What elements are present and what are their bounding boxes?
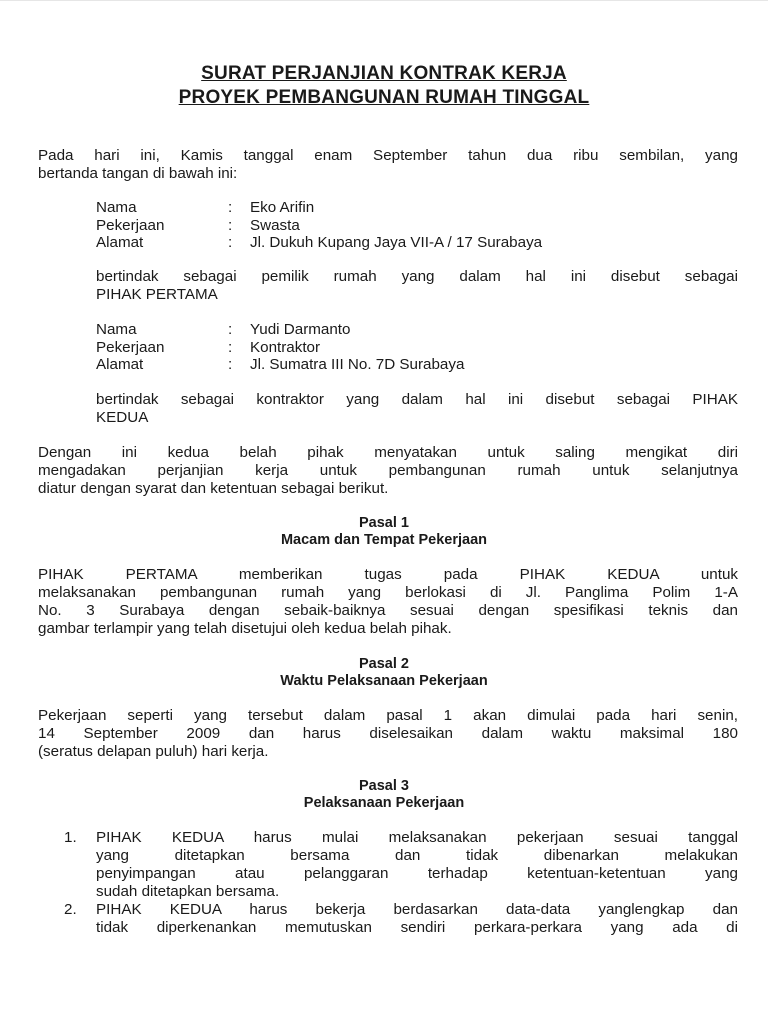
list-item-number: 1. (64, 829, 77, 846)
pasal-3-list (64, 829, 738, 937)
field-separator: : (228, 216, 233, 234)
field-row (96, 321, 738, 339)
pasal-1-line: No. 3 Surabaya dengan sebaik-baiknya sesuai dengan spesifikasi teknis dan (38, 602, 738, 619)
agreement-line: Dengan ini kedua belah pihak menyatakan untuk saling mengikat diri (38, 444, 738, 461)
field-value: Jl. Dukuh Kupang Jaya VII-A / 17 Surabaya (250, 234, 543, 251)
agreement-line: diatur dengan syarat dan ketentuan sebagai berikut. (38, 480, 389, 497)
list-item-line: PIHAK KEDUA harus mulai melaksanakan pekerjaan sesuai tanggal (96, 829, 738, 846)
field-label: Nama (96, 199, 137, 216)
list-item (64, 901, 738, 937)
field-value: Kontraktor (250, 338, 321, 356)
pasal-2-heading: Waktu Pelaksanaan Pekerjaan (280, 673, 488, 689)
field-value: Jl. Sumatra III No. 7D Surabaya (250, 356, 465, 373)
field-value: Yudi Darmanto (250, 321, 351, 338)
party-one-role (96, 268, 738, 304)
field-separator: : (228, 356, 233, 373)
list-item-text (96, 901, 738, 937)
field-row (96, 339, 738, 357)
intro-line: Pada hari ini, Kamis tanggal enam September tahun dua ribu sembilan, yang (38, 147, 738, 164)
party-two-details (96, 321, 738, 374)
field-separator: : (228, 234, 233, 251)
field-separator: : (228, 199, 233, 216)
role-line: PIHAK PERTAMA (96, 286, 218, 303)
field-separator: : (228, 321, 233, 338)
pasal-2-line: (seratus delapan puluh) hari kerja. (38, 743, 269, 760)
pasal-1-line: melaksanakan pembangunan rumah yang berlokasi di Jl. Panglima Polim 1-A (38, 584, 738, 601)
pasal-2-number: Pasal 2 (359, 656, 409, 672)
pasal-2-line: 14 September 2009 dan harus diselesaikan dalam waktu maksimal 180 (38, 725, 738, 742)
pasal-1-line: PIHAK PERTAMA memberikan tugas pada PIHAK KEDUA untuk (38, 566, 738, 583)
list-item-line: yang ditetapkan bersama dan tidak dibenarkan melakukan (96, 847, 738, 864)
field-label: Pekerjaan (96, 216, 165, 234)
field-value: Eko Arifin (250, 199, 315, 216)
pasal-3-number: Pasal 3 (359, 778, 409, 794)
pasal-2-line: Pekerjaan seperti yang tersebut dalam pasal 1 akan dimulai pada hari senin, (38, 707, 738, 724)
pasal-1-heading: Macam dan Tempat Pekerjaan (280, 532, 488, 548)
agreement-paragraph (38, 444, 738, 498)
field-row (96, 217, 738, 235)
page-top-border (0, 0, 768, 1)
list-item (64, 829, 738, 901)
field-row (96, 356, 738, 374)
field-value: Swasta (250, 216, 300, 234)
pasal-1-body (38, 566, 738, 638)
list-item-line: tidak diperkenankan memutuskan sendiri perkara-perkara yang ada di (96, 919, 738, 936)
role-line: KEDUA (96, 409, 149, 426)
pasal-1-line: gambar terlampir yang telah disetujui oleh kedua belah pihak. (38, 620, 452, 637)
list-item-line: PIHAK KEDUA harus bekerja berdasarkan data-data yanglengkap dan (96, 901, 738, 918)
agreement-line: mengadakan perjanjian kerja untuk pembangunan rumah untuk selanjutnya (38, 462, 738, 479)
document-title-line-2: PROYEK PEMBANGUNAN RUMAH TINGGAL (178, 87, 590, 108)
role-line: bertindak sebagai kontraktor yang dalam hal ini disebut sebagai PIHAK (96, 391, 738, 408)
field-row (96, 199, 738, 217)
field-label: Alamat (96, 234, 144, 251)
document-title-line-1: SURAT PERJANJIAN KONTRAK KERJA (201, 63, 567, 84)
field-label: Pekerjaan (96, 338, 165, 356)
list-item-number: 2. (64, 901, 77, 918)
field-label: Nama (96, 321, 137, 338)
field-separator: : (228, 338, 233, 356)
pasal-1-number: Pasal 1 (359, 515, 409, 531)
intro-line: bertanda tangan di bawah ini: (38, 165, 238, 182)
party-two-role (96, 391, 738, 427)
field-row (96, 234, 738, 252)
pasal-2-body (38, 707, 738, 761)
field-label: Alamat (96, 356, 144, 373)
list-item-line: sudah ditetapkan bersama. (96, 883, 280, 900)
pasal-3-heading: Pelaksanaan Pekerjaan (303, 795, 465, 811)
list-item-text (96, 829, 738, 901)
party-one-details (96, 199, 738, 252)
list-item-line: penyimpangan atau pelanggaran terhadap ketentuan-ketentuan yang (96, 865, 738, 882)
intro-paragraph (38, 147, 738, 183)
role-line: bertindak sebagai pemilik rumah yang dalam hal ini disebut sebagai (96, 268, 738, 285)
